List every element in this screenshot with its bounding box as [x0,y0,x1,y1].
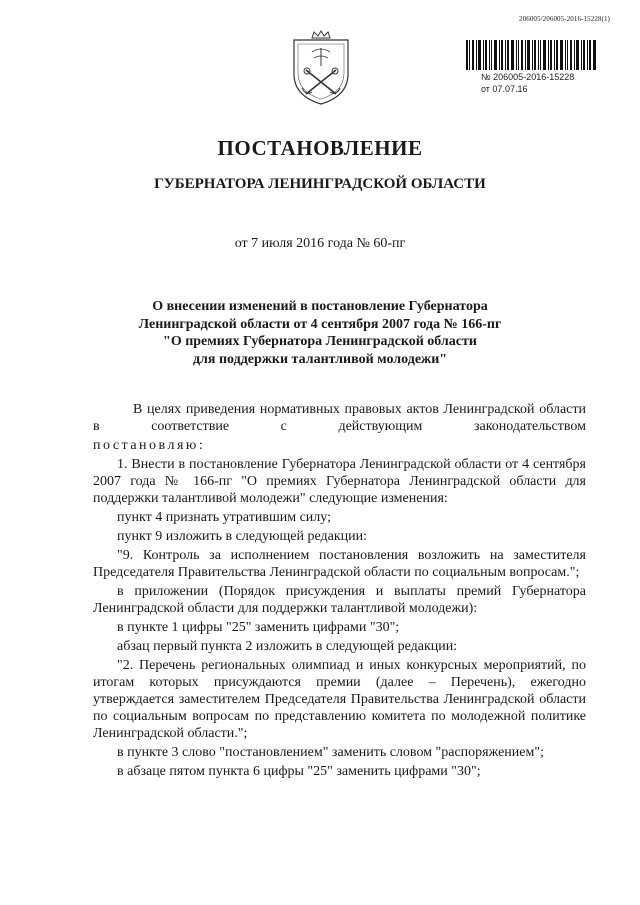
body-paragraph: пункт 9 изложить в следующей редакции: [117,529,367,544]
body-paragraph: 1. Внести в постановление Губернатора Ленинградской области от 4 сентября 2007 года № 166-пг "О премиях Губернатора Ленинградской области для поддержки талантливой молодежи" следующие изменения: [93,457,586,506]
body-paragraph: в абзаце пятом пункта 6 цифры "25" заменить цифрами "30"; [117,764,481,779]
registration-number: № 206005-2016-15228 [481,72,575,82]
heading-line: для поддержки талантливой молодежи" [192,351,448,367]
document-body [93,401,586,782]
heading-line: "О премиях Губернатора Ленинградской области [163,334,477,349]
document-issuer: ГУБЕРНАТОРА ЛЕНИНГРАДСКОЙ ОБЛАСТИ [154,176,486,192]
coat-of-arms-emblem [290,30,352,106]
body-paragraph: абзац первый пункта 2 изложить в следующей редакции: [117,639,458,654]
registration-date: от 07.07.16 [481,84,528,94]
body-paragraph: "2. Перечень региональных олимпиад и иных конкурсных мероприятий, по итогам которых присуждаются премии (далее – Перечень), ежегодно утверждается заместителем Председателя Правительства Ленинградской области по социальным вопросам по представлению комитета по молодежной политике Ленинградской области."; [93,658,586,741]
body-paragraph: в пункте 1 цифры "25" заменить цифрами "30"; [117,620,400,635]
body-paragraph: пункт 4 признать утратившим силу; [117,510,331,525]
document-title: ПОСТАНОВЛЕНИЕ [217,136,423,160]
barcode [466,40,596,70]
decree-keyword: постановляю: [93,438,206,453]
body-paragraph: в приложении (Порядок присуждения и выплаты премий Губернатора Ленинградской области для поддержки талантливой молодежи): [93,584,586,616]
document-reference-code: 206005/206005-2016-15228(1) [519,15,610,23]
heading-line: О внесении изменений в постановление Губернатора [152,299,488,314]
body-paragraph: в пункте 3 слово "постановлением" заменить словом "распоряжением"; [117,745,544,760]
document-date-number: от 7 июля 2016 года № 60-пг [234,236,406,251]
document-heading [110,298,530,368]
heading-line: Ленинградской области от 4 сентября 2007 года № 166-пг [138,316,502,332]
body-paragraph: В целях приведения нормативных правовых актов Ленинградской области в соответствие с действующим законодательством [93,402,586,434]
body-paragraph: "9. Контроль за исполнением постановления возложить на заместителя Председателя Правительства Ленинградской области по социальным вопросам."; [93,548,586,580]
